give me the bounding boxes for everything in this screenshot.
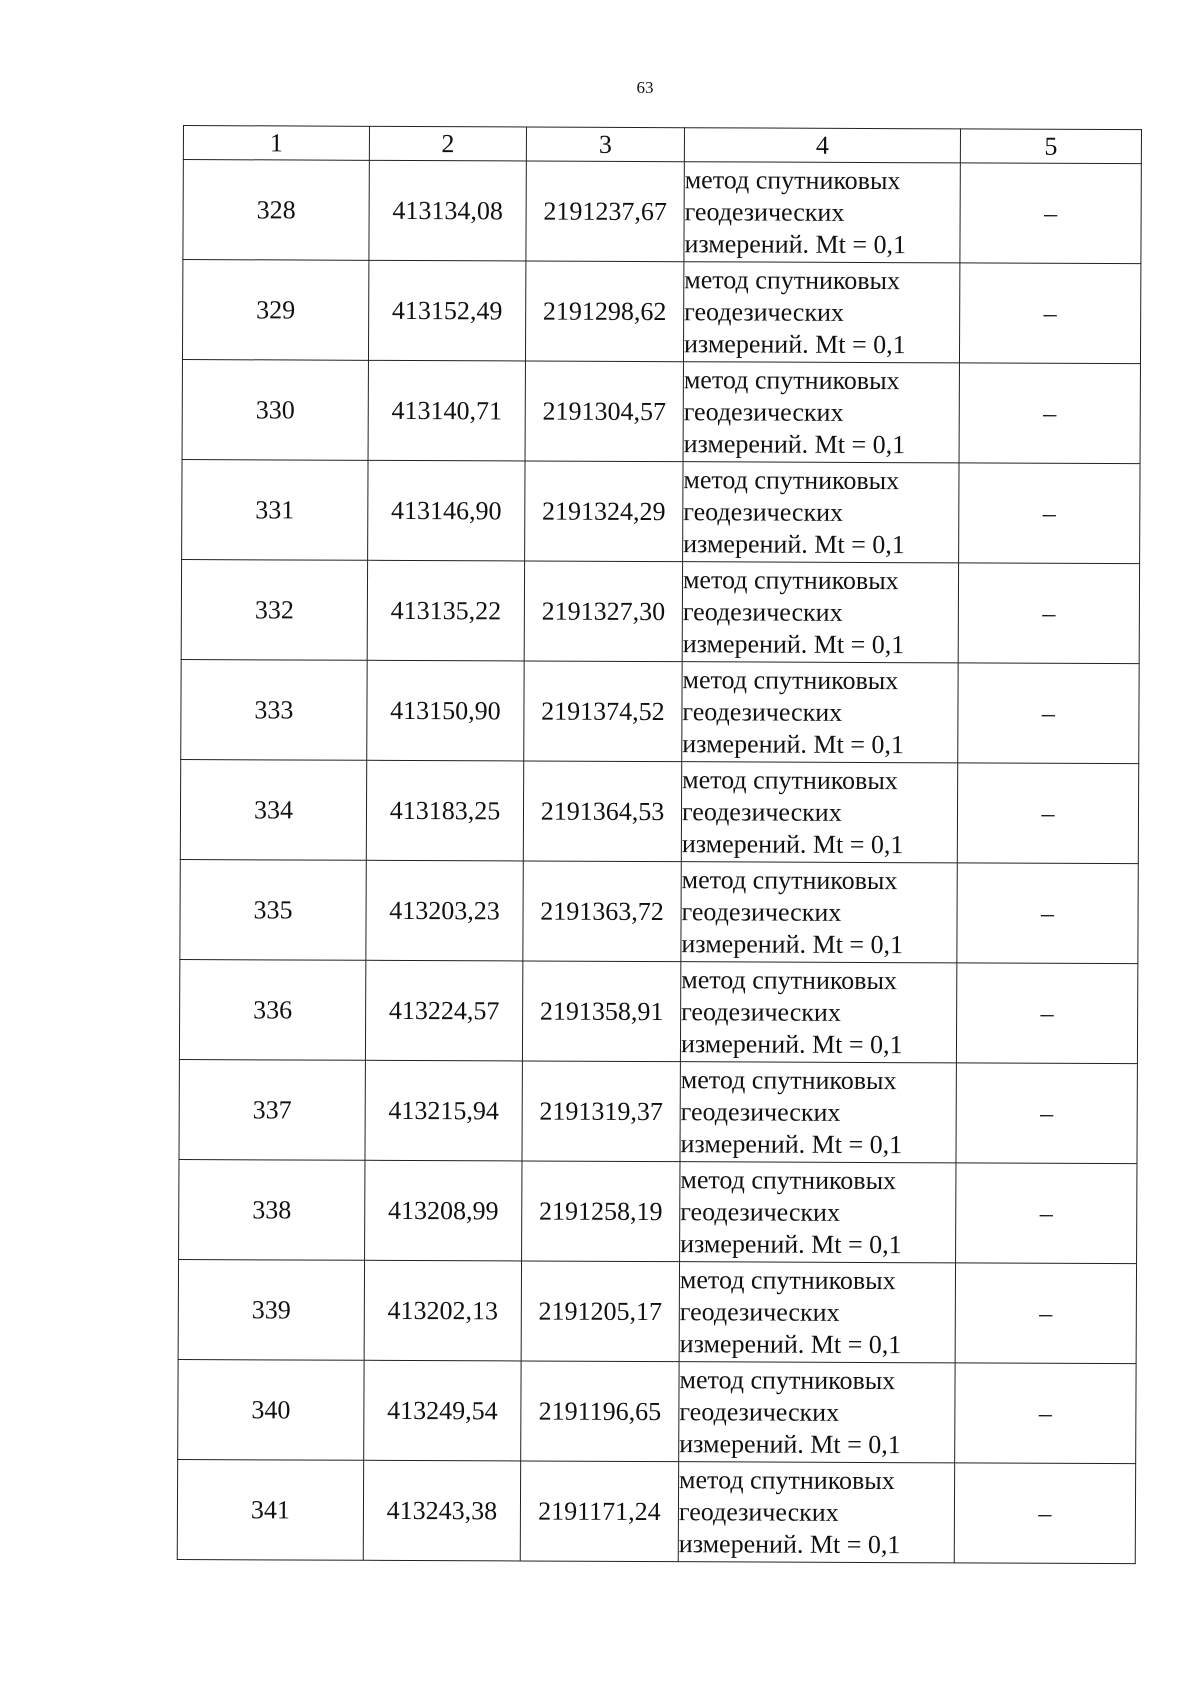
table-row xyxy=(181,659,1139,763)
method-cell xyxy=(681,862,957,963)
y-coordinate-cell: 2191258,19 xyxy=(522,1161,680,1262)
method-text-line: геодезических xyxy=(681,896,842,927)
note-cell: – xyxy=(959,463,1140,564)
y-coordinate-cell: 2191364,53 xyxy=(523,761,681,862)
table-body xyxy=(177,126,1141,1564)
method-cell xyxy=(681,762,957,863)
x-coordinate-cell: 413243,38 xyxy=(363,1460,520,1561)
point-number-cell: 333 xyxy=(181,659,367,760)
note-cell: – xyxy=(955,1263,1136,1364)
note-cell: – xyxy=(959,263,1140,364)
note-cell: – xyxy=(960,163,1141,264)
y-coordinate-cell: 2191298,62 xyxy=(525,261,683,362)
y-coordinate-cell: 2191374,52 xyxy=(524,661,682,762)
point-number-cell: 329 xyxy=(182,260,368,361)
x-coordinate-cell: 413224,57 xyxy=(365,960,522,1061)
method-text-line: измерений. Mt = 0,1 xyxy=(682,728,904,759)
note-cell: – xyxy=(958,663,1139,764)
method-text-line: метод спутниковых xyxy=(683,364,900,395)
point-number-cell: 338 xyxy=(179,1159,365,1260)
note-cell: – xyxy=(955,1363,1136,1464)
table-row xyxy=(179,959,1137,1063)
point-number-cell: 328 xyxy=(183,160,369,261)
y-coordinate-cell: 2191327,30 xyxy=(524,561,682,662)
method-cell xyxy=(679,1362,955,1463)
y-coordinate-cell: 2191363,72 xyxy=(523,861,681,962)
note-cell: – xyxy=(956,963,1137,1064)
table-row xyxy=(182,359,1140,463)
method-text-line: метод спутниковых xyxy=(682,764,898,795)
table-row xyxy=(180,759,1138,863)
method-text-line: геодезических xyxy=(682,596,843,627)
table-row xyxy=(178,1359,1136,1463)
method-text-line: измерений. Mt = 0,1 xyxy=(682,628,905,659)
x-coordinate-cell: 413135,22 xyxy=(367,560,524,661)
x-coordinate-cell: 413134,08 xyxy=(369,160,526,261)
x-coordinate-cell: 413140,71 xyxy=(368,360,525,461)
method-text-line: метод спутниковых xyxy=(679,1364,896,1395)
method-text-line: метод спутниковых xyxy=(680,1164,897,1195)
method-cell xyxy=(683,462,959,563)
method-text-line: метод спутниковых xyxy=(684,164,901,195)
method-text-line: метод спутниковых xyxy=(684,264,901,295)
x-coordinate-cell: 413215,94 xyxy=(365,1060,522,1161)
method-text-line: метод спутниковых xyxy=(681,864,898,895)
note-cell: – xyxy=(956,1163,1137,1264)
method-text-line: геодезических xyxy=(683,496,844,527)
method-text-line: метод спутниковых xyxy=(683,464,900,495)
method-text-line: метод спутниковых xyxy=(680,1064,897,1095)
column-header: 3 xyxy=(526,127,684,162)
method-cell xyxy=(680,1162,956,1263)
method-cell xyxy=(680,1062,956,1163)
method-text-line: метод спутниковых xyxy=(682,664,899,695)
method-text-line: измерений. Mt = 0,1 xyxy=(680,1228,902,1259)
method-text-line: геодезических xyxy=(680,1096,841,1127)
method-text-line: измерений. Mt = 0,1 xyxy=(680,1028,903,1059)
y-coordinate-cell: 2191237,67 xyxy=(526,161,684,262)
table-row xyxy=(179,1159,1137,1263)
method-text-line: метод спутниковых xyxy=(682,564,899,595)
table-row xyxy=(182,260,1140,364)
note-cell: – xyxy=(956,1063,1137,1164)
x-coordinate-cell: 413203,23 xyxy=(366,860,523,961)
method-text-line: геодезических xyxy=(684,196,845,227)
method-text-line: метод спутниковых xyxy=(679,1464,895,1495)
note-cell: – xyxy=(957,763,1138,864)
y-coordinate-cell: 2191324,29 xyxy=(525,461,683,562)
point-number-cell: 330 xyxy=(182,359,368,460)
column-header: 2 xyxy=(369,126,526,161)
method-text-line: измерений. Mt = 0,1 xyxy=(683,528,905,559)
method-cell xyxy=(679,1262,955,1363)
method-text-line: измерений. Mt = 0,1 xyxy=(679,1328,902,1359)
point-number-cell: 336 xyxy=(179,959,365,1060)
x-coordinate-cell: 413150,90 xyxy=(367,660,524,761)
note-cell: – xyxy=(958,563,1139,664)
table-row xyxy=(182,459,1140,563)
table-row xyxy=(179,1059,1137,1163)
coordinates-table xyxy=(177,125,1142,1564)
method-text-line: метод спутниковых xyxy=(681,964,898,995)
method-text-line: измерений. Mt = 0,1 xyxy=(678,1528,901,1559)
method-text-line: измерений. Mt = 0,1 xyxy=(680,1128,903,1159)
column-header: 5 xyxy=(960,129,1141,164)
method-text-line: измерений. Mt = 0,1 xyxy=(681,828,904,859)
method-text-line: метод спутниковых xyxy=(679,1264,896,1295)
y-coordinate-cell: 2191171,24 xyxy=(520,1461,678,1562)
x-coordinate-cell: 413249,54 xyxy=(364,1360,521,1461)
y-coordinate-cell: 2191304,57 xyxy=(525,361,683,462)
column-header: 4 xyxy=(684,128,960,163)
method-text-line: геодезических xyxy=(684,296,844,327)
method-text-line: измерений. Mt = 0,1 xyxy=(681,928,904,959)
note-cell: – xyxy=(957,863,1138,964)
note-cell: – xyxy=(954,1463,1135,1564)
method-text-line: измерений. Mt = 0,1 xyxy=(684,228,907,259)
column-header: 1 xyxy=(183,126,369,161)
table-row xyxy=(183,160,1141,264)
x-coordinate-cell: 413152,49 xyxy=(368,260,525,361)
point-number-cell: 337 xyxy=(179,1059,365,1160)
method-cell xyxy=(682,662,958,763)
method-text-line: геодезических xyxy=(678,1496,839,1527)
x-coordinate-cell: 413208,99 xyxy=(365,1160,522,1261)
method-text-line: измерений. Mt = 0,1 xyxy=(683,328,906,359)
method-text-line: измерений. Mt = 0,1 xyxy=(683,428,906,459)
method-text-line: геодезических xyxy=(682,696,843,727)
table-row xyxy=(177,1459,1135,1563)
point-number-cell: 341 xyxy=(177,1459,363,1560)
y-coordinate-cell: 2191205,17 xyxy=(521,1261,679,1362)
method-text-line: геодезических xyxy=(680,1196,841,1227)
method-text-line: геодезических xyxy=(681,796,842,827)
method-cell xyxy=(678,1462,954,1563)
method-text-line: геодезических xyxy=(679,1296,840,1327)
point-number-cell: 335 xyxy=(180,859,366,960)
table-row xyxy=(181,559,1139,663)
y-coordinate-cell: 2191196,65 xyxy=(521,1361,679,1462)
y-coordinate-cell: 2191358,91 xyxy=(522,961,680,1062)
method-cell xyxy=(683,362,959,463)
table-row xyxy=(180,859,1138,963)
point-number-cell: 340 xyxy=(178,1359,364,1460)
x-coordinate-cell: 413183,25 xyxy=(366,760,523,861)
table-row xyxy=(178,1259,1136,1363)
header-row xyxy=(183,126,1141,164)
point-number-cell: 339 xyxy=(178,1259,364,1360)
note-cell: – xyxy=(959,363,1140,464)
point-number-cell: 334 xyxy=(180,759,366,860)
x-coordinate-cell: 413146,90 xyxy=(368,460,525,561)
method-cell xyxy=(683,262,959,363)
method-cell xyxy=(680,962,956,1063)
method-cell xyxy=(684,162,960,263)
point-number-cell: 332 xyxy=(181,559,367,660)
y-coordinate-cell: 2191319,37 xyxy=(522,1061,680,1162)
method-text-line: геодезических xyxy=(683,396,844,427)
point-number-cell: 331 xyxy=(182,459,368,560)
method-text-line: геодезических xyxy=(679,1396,840,1427)
method-cell xyxy=(682,562,958,663)
page-number: 63 xyxy=(636,78,654,97)
x-coordinate-cell: 413202,13 xyxy=(364,1260,521,1361)
method-text-line: измерений. Mt = 0,1 xyxy=(679,1428,901,1459)
method-text-line: геодезических xyxy=(681,996,841,1027)
